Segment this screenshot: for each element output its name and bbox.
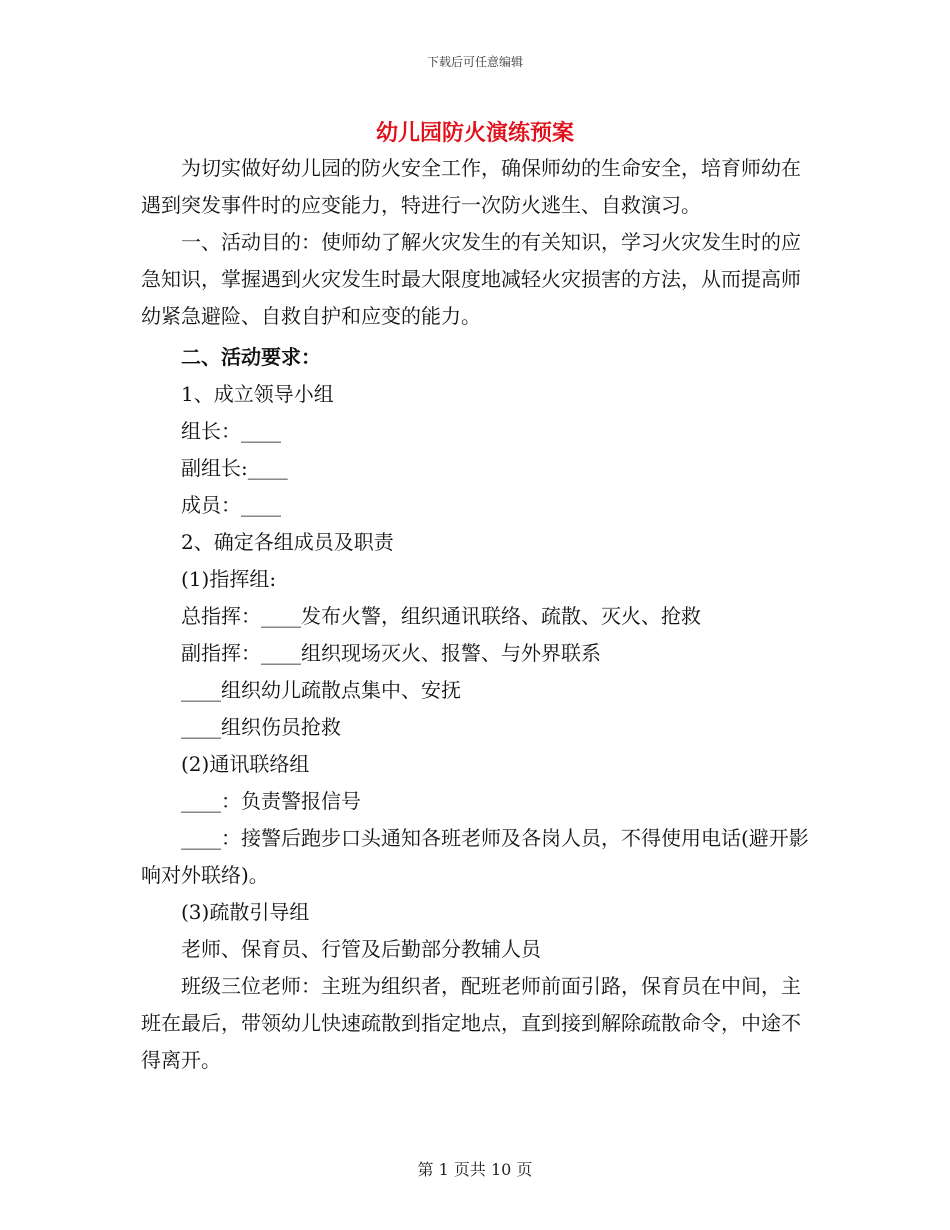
evacuation-assembly-line: ____组织幼儿疏散点集中、安抚 bbox=[181, 678, 461, 702]
intro-paragraph: 为切实做好幼儿园的防火安全工作，确保师幼的生命安全，培育师幼在遇到突发事件时的应变能力，特进行一次防火逃生、自救演习。 bbox=[141, 156, 801, 217]
evacuation-group-heading: (3)疏散引导组 bbox=[181, 900, 310, 924]
evacuation-staff-line: 老师、保育员、行管及后勤部分教辅人员 bbox=[181, 937, 541, 961]
document-body bbox=[141, 150, 809, 1079]
item-group-duties: 2、确定各组成员及职责 bbox=[181, 530, 394, 554]
requirements-heading: 二、活动要求： bbox=[181, 345, 321, 369]
deputy-leader-line: 副组长:____ bbox=[181, 456, 288, 480]
page-header: 下载后可任意编辑 bbox=[426, 55, 523, 69]
deputy-commander-line: 副指挥：____组织现场灭火、报警、与外界联系 bbox=[181, 641, 601, 665]
alarm-signal-line: ____：负责警报信号 bbox=[181, 789, 361, 813]
document-title: 幼儿园防火演练预案 bbox=[375, 120, 574, 146]
members-line: 成员：____ bbox=[181, 493, 281, 517]
notify-line: ____：接警后跑步口头通知各班老师及各岗人员，不得使用电话(避开影响对外联络)。 bbox=[141, 826, 809, 887]
chief-commander-line: 总指挥：____发布火警，组织通讯联络、疏散、灭火、抢救 bbox=[181, 604, 701, 628]
item-leadership-group: 1、成立领导小组 bbox=[181, 382, 334, 406]
purpose-paragraph: 一、活动目的：使师幼了解火灾发生的有关知识，学习火灾发生时的应急知识，掌握遇到火灾发生时最大限度地减轻火灾损害的方法，从而提高师幼紧急避险、自救自护和应变的能力。 bbox=[141, 230, 801, 328]
command-group-heading: (1)指挥组: bbox=[181, 567, 277, 591]
rescue-line: ____组织伤员抢救 bbox=[181, 715, 341, 739]
communication-group-heading: (2)通讯联络组 bbox=[181, 752, 310, 776]
page-number: 第 1 页共 10 页 bbox=[417, 1160, 533, 1179]
class-teachers-paragraph: 班级三位老师：主班为组织者，配班老师前面引路，保育员在中间，主班在最后，带领幼儿快速疏散到指定地点，直到接到解除疏散命令，中途不得离开。 bbox=[141, 974, 801, 1072]
leader-line: 组长：____ bbox=[181, 419, 281, 443]
